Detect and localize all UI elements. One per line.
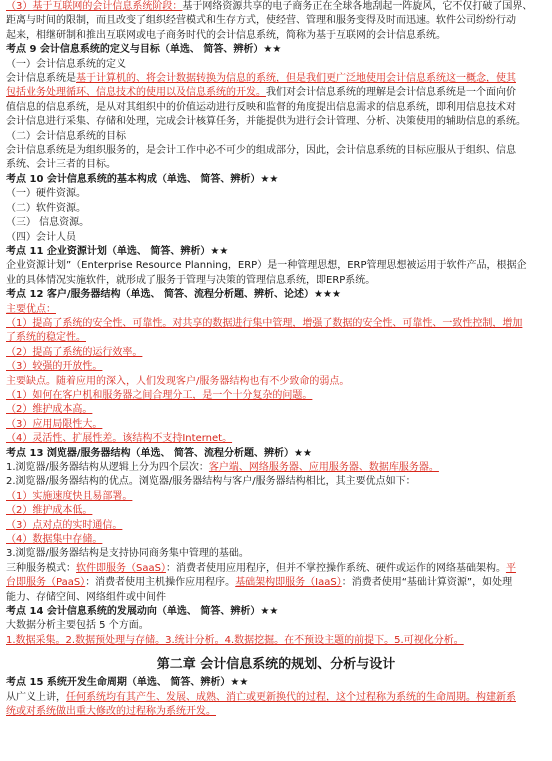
highlighted-text: （4）灵活性、扩展性差。该结构不支持Internet。	[6, 433, 233, 445]
body-text: 三种服务模式：	[6, 562, 76, 574]
highlighted-text: 主要优点：	[6, 303, 56, 315]
text-line	[6, 676, 546, 690]
highlighted-text: 主要缺点。随着应用的深入，人们发现客户/服务器结构也有不少致命的弱点。	[6, 375, 350, 387]
highlighted-text: （1）提高了系统的安全性、可靠性。对共享的数据进行集中管理，增强了数据的安全性、可靠性、一致性控制，增加	[6, 317, 523, 329]
text-line	[6, 187, 546, 201]
highlighted-text: 基础架构即服务（IaaS）	[235, 577, 342, 589]
text-line	[6, 519, 546, 533]
text-line	[6, 403, 546, 417]
text-line	[6, 72, 546, 86]
body-text: （一）硬件资源。	[6, 188, 86, 200]
text-line	[6, 158, 546, 172]
text-line	[6, 144, 546, 158]
highlighted-text: 了系统的稳定性。	[6, 332, 86, 344]
highlighted-text: （3）基于互联网的会计信息系统阶段：	[6, 1, 183, 12]
section-heading: 考点 9 会计信息系统的定义与目标（单选、 简答、辨析）★★	[6, 44, 282, 56]
highlighted-text: （4）数据集中存储。	[6, 534, 103, 546]
text-line	[6, 259, 546, 273]
highlighted-text: 台即服务（PaaS）	[6, 577, 86, 589]
text-line	[6, 86, 546, 100]
text-line	[6, 231, 546, 245]
text-line	[6, 504, 546, 518]
text-line	[6, 447, 546, 461]
text-line	[6, 173, 546, 187]
body-text: 会计信息进行采集、存储和处理，完成会计核算任务，并能提供为进行会计管理、分析、决策使用的辅助信息的系统。	[6, 116, 526, 128]
text-line	[6, 303, 546, 317]
body-text: 3.浏览器/服务器结构是支持协同商务集中管理的基础。	[6, 548, 249, 560]
text-line	[6, 14, 546, 28]
text-line	[6, 29, 546, 43]
text-line	[6, 101, 546, 115]
text-line	[6, 346, 546, 360]
highlighted-text: （2）维护成本高。	[6, 404, 93, 416]
text-line	[6, 360, 546, 374]
body-text: 企业资源计划”（Enterprise Resource Planning，ERP）是一种管理思想，ERP管理思想被运用于软件产品，根据企	[6, 260, 527, 272]
text-line	[6, 705, 546, 719]
section-heading: 考点 14 会计信息系统的发展动向（单选、 简答、辨析）★★	[6, 606, 279, 618]
body-text: （二）软件资源。	[6, 202, 86, 214]
text-line	[6, 576, 546, 590]
text-line	[6, 547, 546, 561]
textbook-notes-section	[6, 0, 546, 648]
text-line	[6, 130, 546, 144]
text-line	[6, 691, 546, 705]
body-text: 业的具体情况实施软件，就形成了服务于管理与决策的管理信息系统，即ERP系统。	[6, 274, 376, 286]
body-text: 能力、存储空间、网络组件或中间件	[6, 591, 166, 603]
body-text: ：消费者使用主机操作应用程序。	[85, 577, 236, 589]
highlighted-text: （1）实施速度快且易部署。	[6, 490, 133, 502]
highlighted-text: 平	[505, 562, 516, 574]
highlighted-text: 软件即服务（SaaS）	[76, 562, 166, 574]
text-line	[6, 418, 546, 432]
body-text: ：消费者使用应用程序，但并不掌控操作系统、硬件或运作的网络基础架构。	[165, 562, 506, 574]
body-text: 1.浏览器/服务器结构从逻辑上分为四个层次：	[6, 462, 209, 473]
text-line	[6, 288, 546, 302]
body-text: 我们对会计信息系统的理解是会计信息系统是一个面向价	[266, 87, 516, 99]
body-text: 距离与时间的限制，而且改变了组织经营模式和生存方式，使经营、管理和服务变得及时而迅速。软件公司纷纷行动	[6, 15, 516, 27]
highlighted-text: （3）应用局限性大。	[6, 418, 103, 430]
highlighted-text: （2）维护成本低。	[6, 505, 93, 517]
text-line	[6, 562, 546, 576]
text-line	[6, 202, 546, 216]
body-text: 大数据分析主要包括 5 个方面。	[6, 620, 149, 632]
body-text: 2.浏览器/服务器结构的优点。浏览器/服务器结构与客户/服务器结构相比，其主要优点如下：	[6, 476, 416, 488]
body-text: （四）会计人员	[6, 231, 76, 243]
text-line	[6, 432, 546, 446]
body-text: 系统、会计三者的目标。	[6, 159, 116, 171]
text-line	[6, 331, 546, 345]
text-line	[6, 389, 546, 403]
highlighted-text: 1.数据采集。2.数据预处理与存储。3.统计分析。4.数据挖掘。在不预设主题的前提下。5.可视化分析。	[6, 634, 464, 646]
text-line	[6, 58, 546, 72]
text-line	[6, 0, 546, 14]
body-text: （一）会计信息系统的定义	[6, 58, 126, 70]
section-heading: 考点 13 浏览器/服务器结构（单选、 简答、流程分析题、辨析）★★	[6, 447, 312, 459]
highlighted-text: 统或对系统做出重大修改的过程称为系统开发。	[6, 706, 216, 718]
highlighted-text: （3）较强的开放性。	[6, 361, 103, 373]
body-text: ：消费者使用“基础计算资源”，如处理	[341, 577, 513, 589]
body-text: （三） 信息资源。	[6, 217, 90, 229]
highlighted-text: （2）提高了系统的运行效率。	[6, 346, 143, 358]
text-line	[6, 245, 546, 259]
text-line	[6, 375, 546, 389]
body-text: 会计信息系统是	[6, 73, 76, 85]
section-heading: 考点 12 客户/服务器结构（单选、 简答、流程分析题、辨析、论述）★★★	[6, 289, 341, 301]
body-text: （二）会计信息系统的目标	[6, 130, 126, 142]
text-line	[6, 43, 546, 57]
body-text: 起来，相继研制和推出互联网或电子商务时代的会计信息系统，简称为基于互联网的会计信息系统。	[6, 29, 446, 41]
text-line	[6, 490, 546, 504]
section-heading: 考点 11 企业资源计划（单选、 简答、辨析）★★	[6, 245, 229, 257]
text-line	[6, 605, 546, 619]
text-line	[6, 317, 546, 331]
body-text: 值信息的信息系统，是从对其组织中的价值运动进行反映和监督的角度提出信息需求的信息系统，即利用信息技术对	[6, 101, 516, 113]
highlighted-text: （1）如何在客户机和服务器之间合理分工，是一个十分复杂的问题。	[6, 389, 313, 401]
section-heading: 考点 15 系统开发生命周期（单选、 简答、辨析）★★	[6, 677, 249, 689]
highlighted-text: （3）点对点的实时通信。	[6, 519, 123, 531]
highlighted-text: 基于计算机的、将会计数据转换为信息的系统，但是我们更广泛地使用会计信息系统这一概念，使其	[76, 73, 516, 85]
text-line	[6, 619, 546, 633]
section-heading: 考点 10 会计信息系统的基本构成（单选、 简答、辨析）★★	[6, 173, 279, 185]
chapter-two-section	[6, 676, 546, 719]
highlighted-text: 任何系统均有其产生、发展、成熟、消亡或更新换代的过程，这个过程称为系统的生命周期。构建新系	[66, 691, 516, 703]
text-line	[6, 591, 546, 605]
text-line	[6, 475, 546, 489]
text-line	[6, 216, 546, 230]
chapter-title: 第二章 会计信息系统的规划、分析与设计	[156, 657, 396, 673]
text-line	[6, 274, 546, 288]
text-line	[6, 461, 546, 475]
body-text: 基于网络资源共享的电子商务正在全球各地刮起一阵旋风，它不仅打破了国界、	[182, 1, 533, 12]
highlighted-text: 包括业务处理循环、信息技术的使用以及信息系统的开发。	[6, 87, 266, 99]
text-line	[6, 634, 546, 648]
body-text: 从广义上讲，	[6, 691, 66, 703]
highlighted-text: 客户端、网络服务器、应用服务器、数据库服务器。	[208, 462, 439, 473]
text-line	[6, 115, 546, 129]
body-text: 会计信息系统是为组织服务的，是会计工作中必不可少的组成部分，因此，会计信息系统的目标应服从于组织、信息	[6, 145, 516, 157]
text-line	[6, 533, 546, 547]
